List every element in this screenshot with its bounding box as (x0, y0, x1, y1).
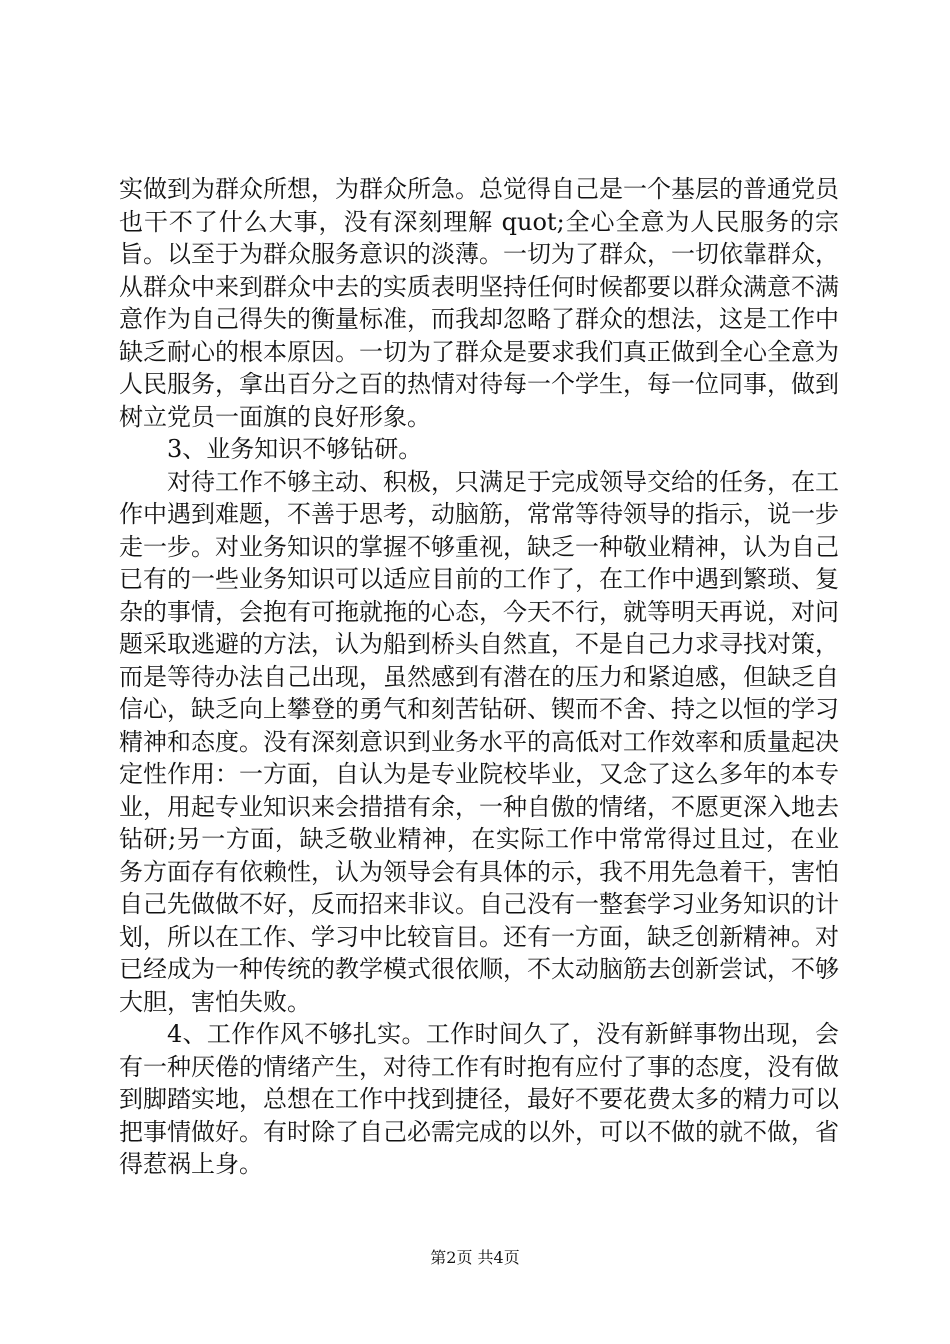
document-body (119, 173, 839, 1181)
page-footer: 第2页 共4页 (430, 1248, 520, 1267)
section-heading-3: 3、业务知识不够钻研。 (167, 435, 423, 463)
paragraph-work-style: 4、工作作风不够扎实。工作时间久了，没有新鲜事物出现，会有一种厌倦的情绪产生，对待工作有时抱有应付了事的态度，没有做到脚踏实地，总想在工作中找到捷径，最好不要花费太多的精力可以把事情做好。有时除了自己必需完成的以外，可以不做的就不做，省得惹祸上身。 (119, 1020, 839, 1178)
paragraph-continuation: 实做到为群众所想，为群众所急。总觉得自己是一个基层的普通党员也干不了什么大事，没有深刻理解 quot;全心全意为人民服务的宗旨。以至于为群众服务意识的淡薄。一切为了群众，一切依靠群众，从群众中来到群众中去的实质表明坚持任何时候都要以群众满意不满意作为自己得失的衡量标准，而我却忽略了群众的想法，这是工作中缺乏耐心的根本原因。一切为了群众是要求我们真正做到全心全意为人民服务，拿出百分之百的热情对待每一个学生，每一位同事，做到树立党员一面旗的良好形象。 (119, 175, 839, 431)
paragraph-business-knowledge: 对待工作不够主动、积极，只满足于完成领导交给的任务，在工作中遇到难题，不善于思考，动脑筋，常常等待领导的指示，说一步走一步。对业务知识的掌握不够重视，缺乏一种敬业精神，认为自己已有的一些业务知识可以适应目前的工作了，在工作中遇到繁琐、复杂的事情，会抱有可拖就拖的心态，今天不行，就等明天再说，对问题采取逃避的方法，认为船到桥头自然直，不是自己力求寻找对策，而是等待办法自己出现，虽然感到有潜在的压力和紧迫感，但缺乏自信心，缺乏向上攀登的勇气和刻苦钻研、锲而不舍、持之以恒的学习精神和态度。没有深刻意识到业务水平的高低对工作效率和质量起决定性作用：一方面，自认为是专业院校毕业，又念了这么多年的本专业，用起专业知识来会措措有余，一种自傲的情绪，不愿更深入地去钻研;另一方面，缺乏敬业精神，在实际工作中常常得过且过，在业务方面存有依赖性，认为领导会有具体的示，我不用先急着干，害怕自己先做做不好，反而招来非议。自己没有一整套学习业务知识的计划，所以在工作、学习中比较盲目。还有一方面，缺乏创新精神。对已经成为一种传统的教学模式很依顺，不太动脑筋去创新尝试，不够大胆，害怕失败。 (119, 467, 839, 1016)
